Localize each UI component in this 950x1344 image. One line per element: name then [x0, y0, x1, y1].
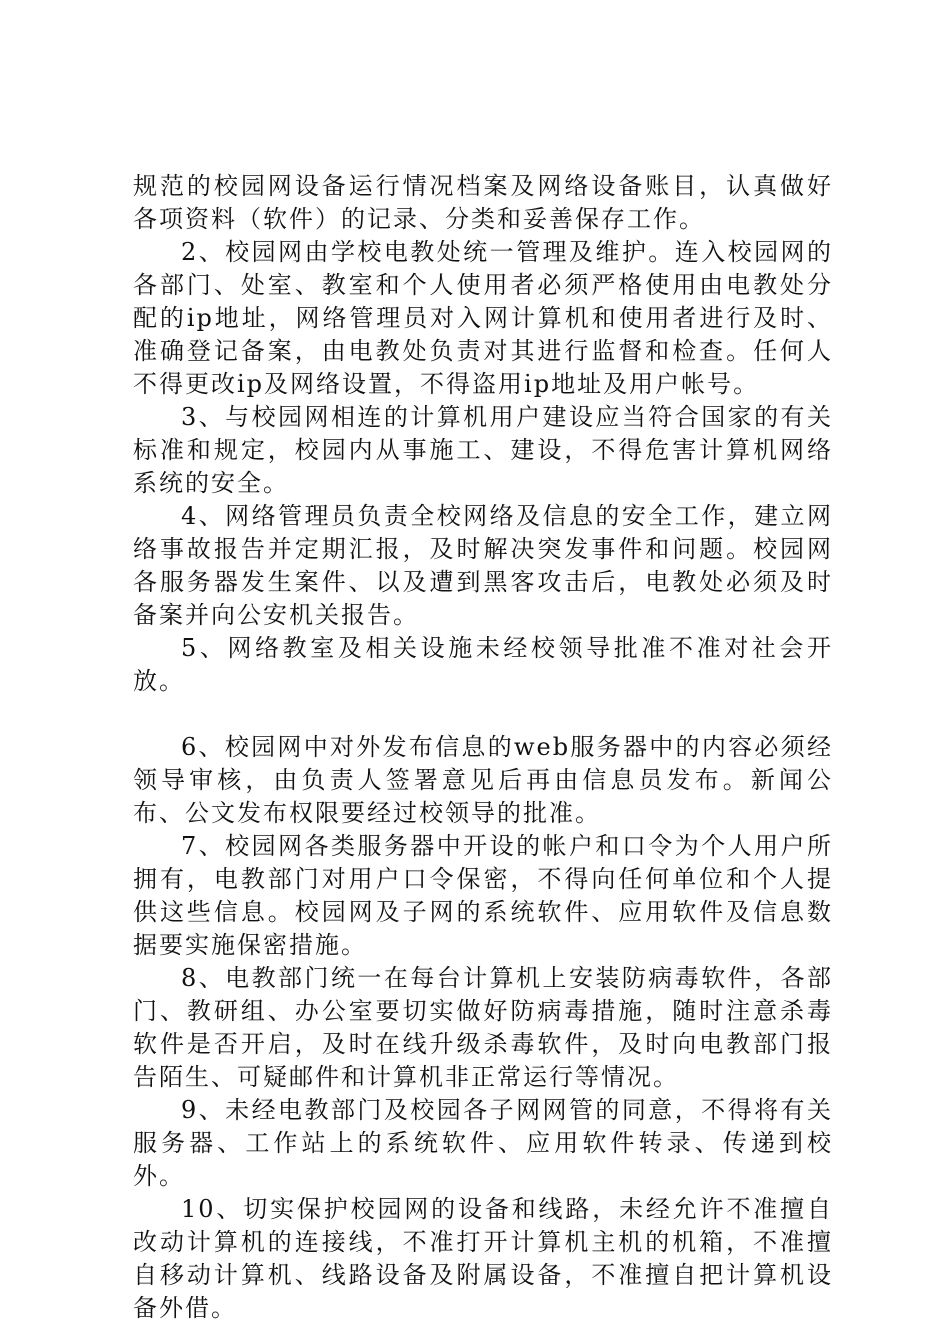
paragraph-item-4: 4、网络管理员负责全校网络及信息的安全工作，建立网络事故报告并定期汇报，及时解决突发事件和问题。校园网各服务器发生案件、以及遭到黑客攻击后，电教处必须及时备案并向公安机关报告。: [133, 502, 833, 629]
paragraph-item-10: 10、切实保护校园网的设备和线路，未经允许不准擅自改动计算机的连接线，不准打开计算机主机的机箱，不准擅自移动计算机、线路设备及附属设备，不准擅自把计算机设备外借。: [133, 1195, 833, 1322]
paragraph-item-9: 9、未经电教部门及校园各子网网管的同意，不得将有关服务器、工作站上的系统软件、应用软件转录、传递到校外。: [133, 1096, 833, 1190]
paragraph-item-2: 2、校园网由学校电教处统一管理及维护。连入校园网的各部门、处室、教室和个人使用者必须严格使用由电教处分配的ip地址，网络管理员对入网计算机和使用者进行及时、准确登记备案，由电教处负责对其进行监督和检查。任何人不得更改ip及网络设置，不得盗用ip地址及用户帐号。: [133, 238, 833, 398]
paragraph-continuation: 规范的校园网设备运行情况档案及网络设备账目，认真做好各项资料（软件）的记录、分类和妥善保存工作。: [133, 172, 833, 233]
paragraph-item-7: 7、校园网各类服务器中开设的帐户和口令为个人用户所拥有，电教部门对用户口令保密，不得向任何单位和个人提供这些信息。校园网及子网的系统软件、应用软件及信息数据要实施保密措施。: [133, 832, 833, 959]
paragraph-item-3: 3、与校园网相连的计算机用户建设应当符合国家的有关标准和规定，校园内从事施工、建设，不得危害计算机网络系统的安全。: [133, 403, 833, 497]
paragraph-item-6: 6、校园网中对外发布信息的web服务器中的内容必须经领导审核，由负责人签署意见后再由信息员发布。新闻公布、公文发布权限要经过校领导的批准。: [133, 733, 833, 827]
paragraph-item-5: 5、网络教室及相关设施未经校领导批准不准对社会开放。: [133, 634, 833, 695]
paragraph-item-8: 8、电教部门统一在每台计算机上安装防病毒软件，各部门、教研组、办公室要切实做好防病毒措施，随时注意杀毒软件是否开启，及时在线升级杀毒软件，及时向电教部门报告陌生、可疑邮件和计算机非正常运行等情况。: [133, 964, 833, 1091]
document-body: [133, 170, 833, 1325]
